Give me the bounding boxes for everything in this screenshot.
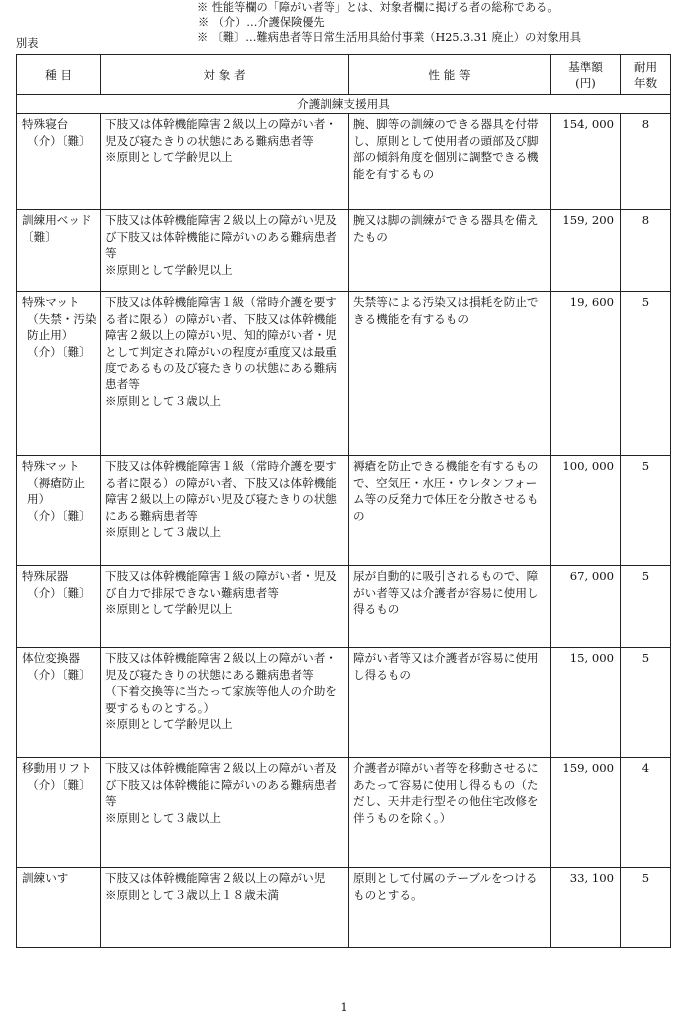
price-cell: 154, 000: [551, 114, 621, 210]
target-line: 下肢又は体幹機能障害２級以上の障がい者・児及び寝たきりの状態にある難病患者等: [105, 651, 337, 682]
years-cell: 8: [621, 210, 671, 292]
target-line: ※原則として３歳以上: [105, 525, 221, 540]
performance-cell: 腕、脚等の訓練のできる器具を付帯し、原則として使用者の頭部及び脚部の傾斜角度を個別に調整できる機能を有するもの: [349, 114, 551, 210]
target-cell: [101, 648, 349, 758]
price-cell: 100, 000: [551, 456, 621, 566]
price-cell: 19, 600: [551, 292, 621, 456]
performance-cell: 失禁等による汚染又は損耗を防止できる機能を有するもの: [349, 292, 551, 456]
price-cell: 159, 200: [551, 210, 621, 292]
target-line: ※原則として３歳以上: [105, 810, 221, 825]
table-row: [17, 292, 671, 456]
item-name-cell: [17, 648, 101, 758]
years-cell: 4: [621, 758, 671, 868]
years-cell: 5: [621, 648, 671, 758]
table-row: [17, 648, 671, 758]
price-cell: 33, 100: [551, 868, 621, 948]
header-target: 対 象 者: [101, 55, 349, 95]
item-name-cell: [17, 210, 101, 292]
target-line: ※原則として学齢児以上: [105, 150, 233, 165]
item-name-line: 特殊尿器: [22, 569, 69, 584]
target-cell: [101, 210, 349, 292]
item-name-line: （褥瘡防止用）: [27, 475, 85, 507]
item-name-line: 訓練用ベッド〔難〕: [22, 213, 92, 244]
target-line: ※原則として３歳以上: [105, 393, 221, 408]
performance-cell: 褥瘡を防止できる機能を有するもので、空気圧・水圧・ウレタンフォーム等の反発力で体圧を分散させるもの: [349, 456, 551, 566]
target-line: ※原則として学齢児以上: [105, 262, 233, 277]
table-row: [17, 456, 671, 566]
item-name-line: （介）〔難〕: [27, 585, 91, 600]
target-line: 下肢又は体幹機能障害１級の障がい者・児及び自力で排尿できない難病患者等: [105, 569, 337, 600]
page-number: 1: [340, 1001, 348, 1014]
item-name-line: 特殊マット: [22, 459, 80, 474]
years-cell: 8: [621, 114, 671, 210]
appendix-label: 別表: [16, 37, 39, 50]
item-name-cell: [17, 456, 101, 566]
section-title: 介護訓練支援用具: [17, 95, 671, 114]
table-header-row: [17, 55, 671, 95]
target-cell: [101, 566, 349, 648]
note-line: ※ 性能等欄の「障がい者等」とは、対象者欄に掲げる者の総称である。: [197, 1, 559, 14]
target-line: 下肢又は体幹機能障害２級以上の障がい児: [105, 871, 326, 886]
item-name-cell: [17, 868, 101, 948]
target-cell: [101, 868, 349, 948]
years-cell: 5: [621, 456, 671, 566]
years-cell: 5: [621, 566, 671, 648]
item-name-line: 特殊マット: [22, 295, 80, 310]
target-line: ※原則として学齢児以上: [105, 602, 233, 617]
header-years: [621, 55, 671, 95]
target-line: ※原則として３歳以上１８歳未満: [105, 887, 279, 902]
target-line: ※原則として学齢児以上: [105, 717, 233, 732]
target-line: 下肢又は体幹機能障害１級（常時介護を要する者に限る）の障がい者、下肢又は体幹機能障害２級以上の障がい児、知的障がい者・児として判定され障がいの程度が重度又は最重度であるもの及び寝たきりの状態にある難病患者等: [105, 295, 337, 392]
header-performance: 性 能 等: [349, 55, 551, 95]
note-line: ※ 〔難〕…難病患者等日常生活用具給付事業（H25.3.31 廃止）の対象用具: [197, 31, 582, 44]
table-row: [17, 868, 671, 948]
years-cell: 5: [621, 292, 671, 456]
header-price-line1: 基準額: [568, 59, 603, 74]
item-name-line: （介）〔難〕: [27, 777, 91, 792]
performance-cell: 尿が自動的に吸引されるもので、障がい者等又は介護者が容易に使用し得るもの: [349, 566, 551, 648]
target-cell: [101, 114, 349, 210]
item-name-line: （介）〔難〕: [27, 133, 91, 148]
target-line: 下肢又は体幹機能障害２級以上の障がい児及び下肢又は体幹機能に障がいのある難病患者等: [105, 213, 337, 261]
header-price: [551, 55, 621, 95]
item-name-line: （介）〔難〕: [27, 508, 91, 523]
table-row: [17, 566, 671, 648]
item-name-line: （介）〔難〕: [27, 344, 91, 359]
performance-cell: 原則として付属のテーブルをつけるものとする。: [349, 868, 551, 948]
notes-block: [197, 0, 685, 45]
target-line: 下肢又は体幹機能障害１級（常時介護を要する者に限る）の障がい者、下肢又は体幹機能障害２級以上の障がい児及び寝たきりの状態にある難病患者等: [105, 459, 337, 523]
table-row: [17, 210, 671, 292]
note-line: ※ （介）…介護保険優先: [198, 16, 325, 29]
header-item: 種 目: [17, 55, 101, 95]
performance-cell: 介護者が障がい者等を移動させるにあたって容易に使用し得るもの（ただし、天井走行型その他住宅改修を伴うものを除く。）: [349, 758, 551, 868]
target-line: 下肢又は体幹機能障害２級以上の障がい者・児及び寝たきりの状態にある難病患者等: [105, 117, 337, 148]
table-row: [17, 114, 671, 210]
item-name-cell: [17, 292, 101, 456]
item-name-line: 訓練いす: [22, 871, 69, 886]
header-years-line2: 年数: [633, 75, 658, 90]
target-cell: [101, 758, 349, 868]
years-cell: 5: [621, 868, 671, 948]
performance-cell: 腕又は脚の訓練ができる器具を備えたもの: [349, 210, 551, 292]
item-name-cell: [17, 758, 101, 868]
header-price-line2: (円): [575, 75, 596, 90]
target-line: （下着交換等に当たって家族等他人の介助を要するものとする。）: [105, 684, 337, 715]
performance-cell: 障がい者等又は介護者が容易に使用し得るもの: [349, 648, 551, 758]
price-cell: 159, 000: [551, 758, 621, 868]
target-cell: [101, 456, 349, 566]
price-cell: 15, 000: [551, 648, 621, 758]
section-row: [17, 95, 671, 114]
equipment-table: [16, 54, 671, 948]
price-cell: 67, 000: [551, 566, 621, 648]
target-line: 下肢又は体幹機能障害２級以上の障がい者及び下肢又は体幹機能に障がいのある難病患者等: [105, 761, 337, 809]
target-cell: [101, 292, 349, 456]
item-name-line: 特殊寝台: [22, 117, 69, 132]
header-years-line1: 耐用: [633, 59, 658, 74]
item-name-cell: [17, 566, 101, 648]
item-name-line: （介）〔難〕: [27, 667, 91, 682]
item-name-line: 移動用リフト: [22, 761, 92, 776]
table-row: [17, 758, 671, 868]
item-name-line: 体位変換器: [22, 651, 80, 666]
item-name-cell: [17, 114, 101, 210]
item-name-line: （失禁・汚染防止用）: [27, 311, 97, 343]
